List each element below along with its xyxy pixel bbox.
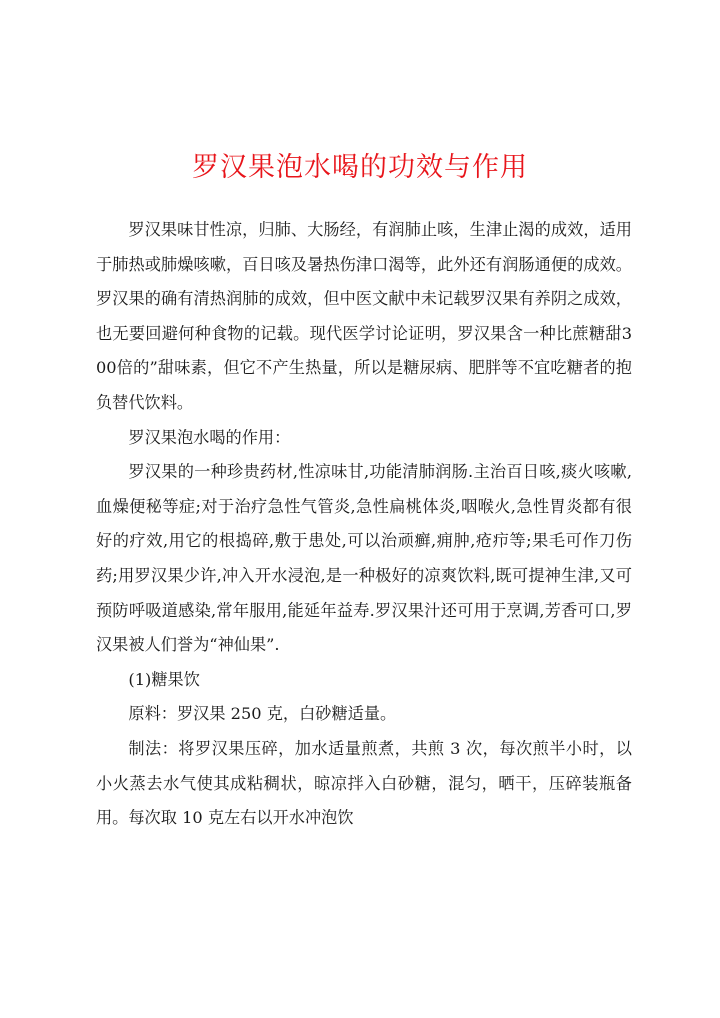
paragraph-recipe-title: (1)糖果饮 bbox=[128, 669, 200, 689]
document-body bbox=[96, 213, 632, 836]
paragraph-ingredients: 原料：罗汉果 250 克，白砂糖适量。 bbox=[128, 704, 397, 724]
paragraph-effects-heading: 罗汉果泡水喝的作用： bbox=[128, 427, 291, 447]
paragraph-method: 制法：将罗汉果压碎，加水适量煎煮，共煎 3 次，每次煎半小时，以小火蒸去水气使其成粘稠状，晾凉拌入白砂糖，混匀，晒干，压碎装瓶备用。每次取 10 克左右以开水冲泡饮 bbox=[96, 738, 632, 828]
document-title: 罗汉果泡水喝的功效与作用 bbox=[192, 152, 528, 183]
paragraph-effects: 罗汉果的一种珍贵药材,性凉味甘,功能清肺润肠.主治百日咳,痰火咳嗽,血燥便秘等症;对于治疗急性气管炎,急性扁桃体炎,咽喉火,急性胃炎都有很好的疗效,用它的根捣碎,敷于患处,可以治顽癣,痈肿,疮疖等;果毛可作刀伤药;用罗汉果少许,冲入开水浸泡,是一种极好的凉爽饮料,既可提神生津,又可预防呼吸道感染,常年服用,能延年益寿.罗汉果汁还可用于烹调,芳香可口,罗汉果被人们誉为“神仙果”. bbox=[96, 462, 632, 655]
paragraph-intro: 罗汉果味甘性凉，归肺、大肠经，有润肺止咳，生津止渴的成效，适用于肺热或肺燥咳嗽，百日咳及暑热伤津口渴等，此外还有润肠通便的成效。罗汉果的确有清热润肺的成效，但中医文献中未记载罗汉果有养阴之成效，也无要回避何种食物的记载。现代医学讨论证明，罗汉果含一种比蔗糖甜300倍的”甜味素，但它不产生热量，所以是糖尿病、肥胖等不宜吃糖者的抱负替代饮料。 bbox=[96, 220, 632, 412]
